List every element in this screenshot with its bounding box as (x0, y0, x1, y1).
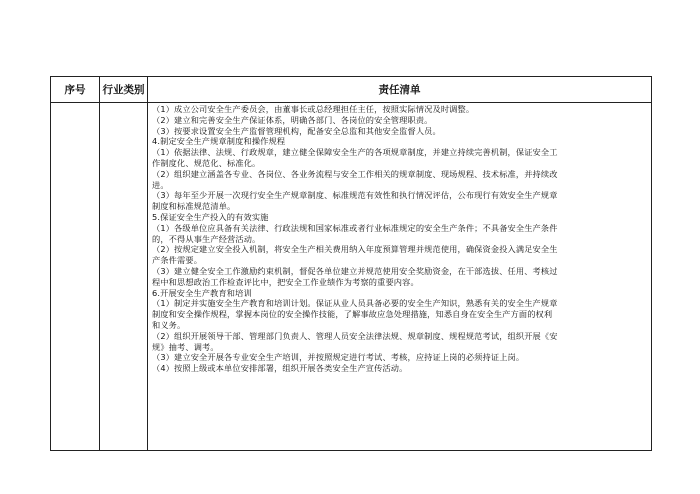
list-line: 进。 (152, 179, 169, 190)
section-heading: 6.开展安全生产教育和培训 (152, 287, 252, 298)
list-line: （3）建立健全安全工作激励约束机制，督促各单位建立并规范使用安全奖励资金，在干部选拔、任用、考核过 (152, 265, 558, 276)
list-line: （4）按照上级或本单位安排部署，组织开展各类安全生产宣传活动。 (152, 363, 408, 374)
section-heading: 4.制定安全生产规章制度和操作规程 (152, 136, 286, 147)
list-line: 和义务。 (152, 319, 186, 330)
header-seq: 序号 (51, 77, 100, 103)
list-line: （1）制定并实施安全生产教育和培训计划。保证从业人员具备必要的安全生产知识，熟悉有关的安全生产规章 (152, 298, 558, 309)
cell-seq (51, 103, 100, 451)
list-line: （2）建立和完善安全生产保证体系，明确各部门、各岗位的安全管理职责。 (152, 114, 433, 125)
table-header-row (51, 77, 652, 103)
table-row (51, 103, 652, 451)
list-line: 制度和安全操作规程，掌握本岗位的安全操作技能，了解事故应急处理措施，知悉自身在安全生产方面的权利 (152, 309, 553, 320)
list-line: 的，不得从事生产经营活动。 (152, 233, 261, 244)
list-line: （1）各级单位应具备有关法律、行政法规和国家标准或者行业标准规定的安全生产条件；不具备安全生产条件 (152, 222, 558, 233)
list-line: （1）依据法律、法规、行政规章，建立健全保障安全生产的各项规章制度，并建立持续完善机制，保证安全工 (152, 147, 558, 158)
list-line: 程中和思想政治工作检查评比中，把安全工作业绩作为考察的重要内容。 (152, 276, 419, 287)
list-line: 制度和标准规范清单。 (152, 201, 236, 212)
cell-responsibility-list (148, 103, 652, 451)
list-line: 规》抽考、调考。 (152, 341, 219, 352)
list-line: 作制度化、规范化、标准化。 (152, 157, 261, 168)
list-line: （3）建立安全开展各专业安全生产培训，并按照规定进行考试、考核，应持证上岗的必须持证上岗。 (152, 352, 525, 363)
header-category: 行业类别 (100, 77, 148, 103)
list-line: （3）按要求设置安全生产监督管理机构，配备安全总监和其他安全监督人员。 (152, 125, 441, 136)
cell-category (100, 103, 148, 451)
list-line: （2）组织建立涵盖各专业、各岗位、各业务流程与安全工作相关的规章制度、现场规程、技术标准，并持续改 (152, 168, 558, 179)
section-heading: 5.保证安全生产投入的有效实施 (152, 211, 269, 222)
list-line: （3）每年至少开展一次现行安全生产规章制度、标准规范有效性和执行情况评估，公布现行有效安全生产规章 (152, 190, 558, 201)
list-line: 产条件需要。 (152, 255, 203, 266)
header-responsibilities: 责任清单 (148, 77, 652, 103)
list-line: （1）成立公司安全生产委员会，由董事长或总经理担任主任，按照实际情况及时调整。 (152, 104, 475, 114)
list-line: （2）按规定建立安全投入机制，将安全生产相关费用纳入年度预算管理并规范使用，确保资金投入满足安全生 (152, 244, 558, 255)
list-line: （2）组织开展领导干部、管理部门负责人、管理人员安全法律法规、规章制度、规程规范考试，组织开展《安 (152, 330, 558, 341)
responsibility-table (50, 76, 652, 451)
